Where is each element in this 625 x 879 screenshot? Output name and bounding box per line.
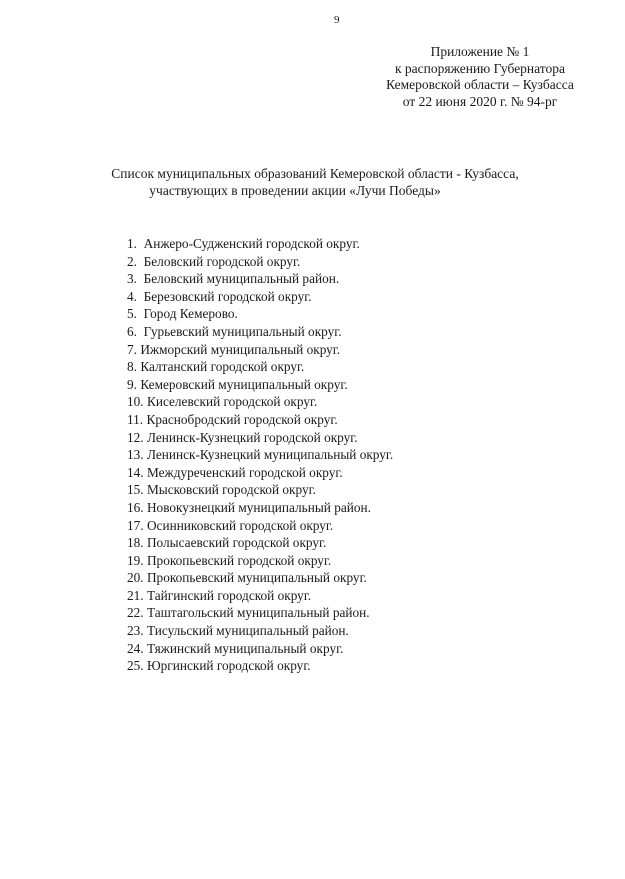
list-item-number: 16. <box>127 499 144 515</box>
list-item <box>127 552 393 570</box>
list-item-text: Беловский муниципальный район. <box>143 271 340 287</box>
list-item <box>127 622 393 640</box>
list-item <box>127 411 393 429</box>
list-item-text: Кемеровский муниципальный округ. <box>140 376 348 392</box>
list-item <box>127 640 393 658</box>
list-item-text: Краснобродский городской округ. <box>146 411 338 427</box>
list-item-text: Ленинск-Кузнецкий муниципальный округ. <box>146 447 394 463</box>
list-item-text: Анжеро-Судженский городской округ. <box>143 236 360 251</box>
list-item-text: Таштагольский муниципальный район. <box>146 605 370 621</box>
list-item <box>127 604 393 622</box>
list-item <box>127 393 393 411</box>
list-item <box>127 587 393 605</box>
list-item <box>127 270 393 288</box>
list-item-text: Тайгинский городской округ. <box>146 587 312 603</box>
list-item-text: Тяжинский муниципальный округ. <box>146 640 344 656</box>
list-item <box>127 446 393 464</box>
list-item <box>127 481 393 499</box>
list-item-text: Прокопьевский муниципальный округ. <box>146 570 367 586</box>
list-item <box>127 376 393 394</box>
list-item-text: Березовский городской округ. <box>143 288 312 304</box>
list-item-number: 15. <box>127 482 144 498</box>
list-item-number: 23. <box>127 623 144 639</box>
list-item-number: 9. <box>127 376 137 392</box>
list-item <box>127 657 393 675</box>
list-item <box>127 341 393 359</box>
appendix-line-3: Кемеровской области – Кузбасса <box>386 77 574 92</box>
list-item-text: Город Кемерово. <box>143 306 238 322</box>
list-item-number: 17. <box>127 517 144 533</box>
list-item <box>127 569 393 587</box>
list-item-text: Прокопьевский городской округ. <box>146 552 332 568</box>
list-item-number: 12. <box>127 429 144 445</box>
list-item <box>127 288 393 306</box>
list-item-text: Киселевский городской округ. <box>146 394 318 410</box>
list-item-text: Мысковский городской округ. <box>146 482 316 498</box>
list-item-number: 14. <box>127 464 144 480</box>
appendix-line-4: от 22 июня 2020 г. № 94-рг <box>402 93 558 109</box>
list-item <box>127 323 393 341</box>
list-item-text: Полысаевский городской округ. <box>146 535 327 551</box>
list-item <box>127 429 393 447</box>
list-item-text: Гурьевский муниципальный округ. <box>143 323 342 339</box>
list-item <box>127 464 393 482</box>
list-item-number: 22. <box>127 605 144 621</box>
list-item-text: Ленинск-Кузнецкий городской округ. <box>146 429 358 445</box>
list-item-text: Тисульский муниципальный район. <box>146 623 349 639</box>
list-item-text: Новокузнецкий муниципальный район. <box>146 499 371 515</box>
list-item-number: 2. <box>127 253 137 269</box>
list-item-text: Калтанский городской округ. <box>140 359 305 375</box>
list-item-number: 5. <box>127 306 137 322</box>
list-item-text: Междуреченский городской округ. <box>146 464 343 480</box>
list-item-number: 6. <box>127 323 137 339</box>
list-item-number: 13. <box>127 447 144 463</box>
list-item <box>127 235 393 253</box>
list-item-number: 19. <box>127 552 144 568</box>
list-item-text: Ижморский муниципальный округ. <box>140 341 341 357</box>
list-item <box>127 253 393 271</box>
document-title <box>60 166 570 199</box>
title-line-1: Список муниципальных образований Кемеровской области - Кузбасса, <box>111 166 519 181</box>
list-item-number: 11. <box>127 411 144 427</box>
municipality-list <box>127 235 393 675</box>
list-item-number: 10. <box>127 394 144 410</box>
list-item-number: 8. <box>127 359 137 375</box>
list-item-text: Осинниковский городской округ. <box>146 517 334 533</box>
list-item-number: 25. <box>127 658 144 674</box>
appendix-header <box>360 44 600 110</box>
list-item <box>127 499 393 517</box>
title-line-2: участвующих в проведении акции «Лучи Победы» <box>149 182 441 198</box>
page-number: 9 <box>334 14 340 26</box>
list-item <box>127 534 393 552</box>
list-item-number: 3. <box>127 271 137 287</box>
list-item <box>127 305 393 323</box>
list-item <box>127 517 393 535</box>
list-item-number: 24. <box>127 640 144 656</box>
appendix-line-1: Приложение № 1 <box>430 44 530 59</box>
list-item-number: 18. <box>127 535 144 551</box>
appendix-line-2: к распоряжению Губернатора <box>394 60 566 76</box>
list-item-text: Юргинский городской округ. <box>146 658 311 674</box>
list-item-number: 1. <box>127 236 137 251</box>
list-item-number: 7. <box>127 341 137 357</box>
list-item-number: 4. <box>127 288 137 304</box>
list-item <box>127 358 393 376</box>
list-item-number: 20. <box>127 570 144 586</box>
list-item-text: Беловский городской округ. <box>143 253 301 269</box>
list-item-number: 21. <box>127 587 144 603</box>
